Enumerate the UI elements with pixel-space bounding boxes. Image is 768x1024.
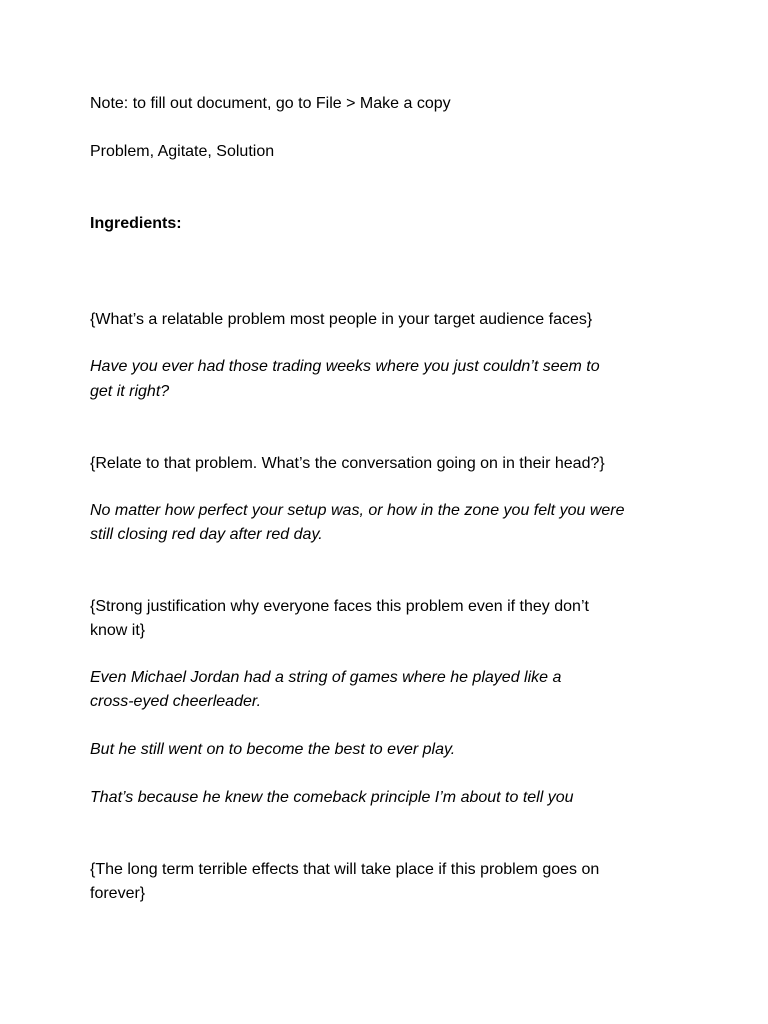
copy-note: Note: to fill out document, go to File > Make a copy xyxy=(90,95,451,112)
section-4-prompt-line-1: {The long term terrible effects that will take place if this problem goes on xyxy=(90,861,600,878)
framework-title: Problem, Agitate, Solution xyxy=(90,143,275,160)
section-1-prompt: {What’s a relatable problem most people in your target audience faces} xyxy=(90,311,593,328)
section-3-prompt-line-1: {Strong justification why everyone faces this problem even if they don’t xyxy=(90,598,589,615)
section-3-prompt-line-2: know it} xyxy=(90,622,146,639)
section-1-example-line-2: get it right? xyxy=(90,383,170,400)
section-2-example-line-1: No matter how perfect your setup was, or how in the zone you felt you were xyxy=(90,502,625,519)
section-2-prompt: {Relate to that problem. What’s the conversation going on in their head?} xyxy=(90,455,605,472)
section-3-example-line-1: Even Michael Jordan had a string of games where he played like a xyxy=(90,669,562,686)
section-3-extra-line-1: But he still went on to become the best to ever play. xyxy=(90,741,456,758)
section-2-example-line-2: still closing red day after red day. xyxy=(90,526,323,543)
section-4-prompt-line-2: forever} xyxy=(90,885,146,902)
ingredients-heading: Ingredients: xyxy=(90,215,182,232)
section-3-example-line-2: cross-eyed cheerleader. xyxy=(90,693,262,710)
section-1-example-line-1: Have you ever had those trading weeks where you just couldn’t seem to xyxy=(90,358,600,375)
section-3-extra-line-2: That’s because he knew the comeback principle I’m about to tell you xyxy=(90,789,574,806)
